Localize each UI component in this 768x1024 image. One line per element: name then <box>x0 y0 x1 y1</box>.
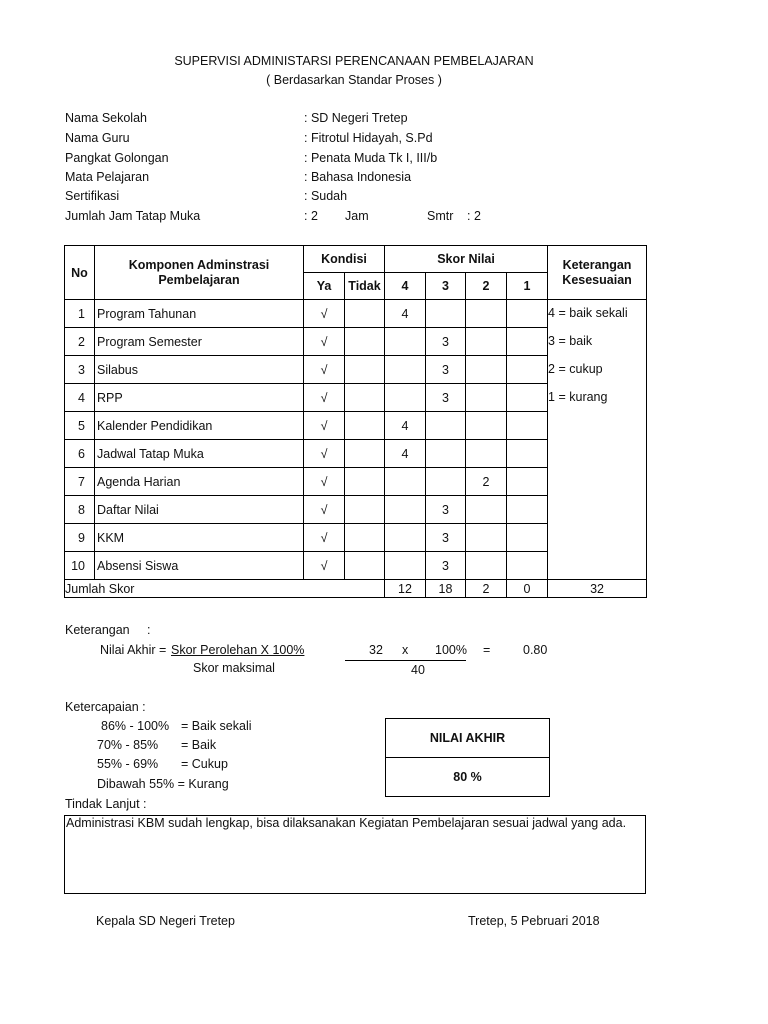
nilai-akhir-box-label: NILAI AKHIR <box>386 719 549 758</box>
row-skor-3: 3 <box>426 524 466 552</box>
header-skor-1: 1 <box>507 273 548 300</box>
info-value-jam: : 2 <box>304 209 318 223</box>
info-label-pangkat: Pangkat Golongan <box>65 151 169 165</box>
calc-times: x <box>402 643 409 657</box>
row-tidak <box>345 552 385 580</box>
row-no: 4 <box>65 384 95 412</box>
ketercapaian-label: Ketercapaian : <box>65 700 146 714</box>
row-ya: √ <box>304 356 345 384</box>
row-no: 9 <box>65 524 95 552</box>
row-ya: √ <box>304 468 345 496</box>
row-skor-4: 4 <box>385 440 426 468</box>
row-tidak <box>345 356 385 384</box>
keterangan-label: Keterangan : <box>65 623 151 637</box>
row-skor-1 <box>507 356 548 384</box>
row-skor-1 <box>507 440 548 468</box>
total-label: Jumlah Skor <box>65 580 385 598</box>
info-value-mapel: : Bahasa Indonesia <box>304 170 412 184</box>
row-skor-2 <box>466 440 507 468</box>
row-skor-1 <box>507 328 548 356</box>
document-title: SUPERVISI ADMINISTARSI PERENCANAAN PEMBELAJARAN <box>174 54 534 68</box>
info-label-sertifikasi: Sertifikasi <box>65 189 120 203</box>
footer-kepala: Kepala SD Negeri Tretep <box>96 914 235 928</box>
row-no: 6 <box>65 440 95 468</box>
header-keterangan: Keterangan Kesesuaian <box>548 246 647 300</box>
row-ya: √ <box>304 412 345 440</box>
info-label-mapel: Mata Pelajaran <box>65 170 150 184</box>
row-skor-1 <box>507 412 548 440</box>
row-ya: √ <box>304 524 345 552</box>
ketercapaian-desc: = Baik <box>181 738 217 752</box>
row-skor-3 <box>426 468 466 496</box>
row-skor-1 <box>507 384 548 412</box>
row-name: Program Tahunan <box>95 300 304 328</box>
row-skor-1 <box>507 496 548 524</box>
info-jam-unit: Jam <box>345 209 369 223</box>
calc-numerator-value: 32 <box>369 643 383 657</box>
row-skor-4 <box>385 384 426 412</box>
header-skor-nilai: Skor Nilai <box>385 246 548 273</box>
nilai-akhir-label: Nilai Akhir = <box>100 643 167 657</box>
formula-denominator: Skor maksimal <box>193 661 275 675</box>
row-skor-3 <box>426 300 466 328</box>
row-skor-3 <box>426 412 466 440</box>
row-tidak <box>345 328 385 356</box>
row-skor-4 <box>385 524 426 552</box>
row-no: 7 <box>65 468 95 496</box>
row-no: 8 <box>65 496 95 524</box>
row-skor-4: 4 <box>385 300 426 328</box>
row-skor-4 <box>385 328 426 356</box>
row-skor-2 <box>466 552 507 580</box>
row-no: 10 <box>65 552 95 580</box>
nilai-akhir-box <box>385 718 550 797</box>
total-skor-2: 2 <box>466 580 507 598</box>
row-tidak <box>345 524 385 552</box>
row-tidak <box>345 412 385 440</box>
row-tidak <box>345 496 385 524</box>
row-skor-4: 4 <box>385 412 426 440</box>
row-name: Jadwal Tatap Muka <box>95 440 304 468</box>
info-smtr-label: Smtr <box>427 209 454 223</box>
row-name: Agenda Harian <box>95 468 304 496</box>
ketercapaian-desc: = Baik sekali <box>181 719 252 733</box>
row-skor-3: 3 <box>426 552 466 580</box>
row-name: Absensi Siswa <box>95 552 304 580</box>
table-row <box>65 300 647 328</box>
row-tidak <box>345 300 385 328</box>
header-komponen: Komponen Adminstrasi Pembelajaran <box>95 246 304 300</box>
keterangan-legend <box>548 300 647 580</box>
legend-item: 3 = baik <box>548 334 593 348</box>
header-skor-4: 4 <box>385 273 426 300</box>
row-no: 5 <box>65 412 95 440</box>
header-kondisi: Kondisi <box>304 246 385 273</box>
total-skor-1: 0 <box>507 580 548 598</box>
row-tidak <box>345 384 385 412</box>
tindak-lanjut-box <box>64 815 646 894</box>
row-skor-2 <box>466 356 507 384</box>
info-label-jam: Jumlah Jam Tatap Muka <box>65 209 201 223</box>
row-skor-2: 2 <box>466 468 507 496</box>
row-name: Silabus <box>95 356 304 384</box>
row-skor-3: 3 <box>426 496 466 524</box>
header-ya: Ya <box>304 273 345 300</box>
ketercapaian-desc: = Cukup <box>181 757 228 771</box>
header-tidak: Tidak <box>345 273 385 300</box>
total-skor-4: 12 <box>385 580 426 598</box>
row-name: Program Semester <box>95 328 304 356</box>
info-value-nama-guru: : Fitrotul Hidayah, S.Pd <box>304 131 433 145</box>
tindak-lanjut-label: Tindak Lanjut : <box>65 797 147 811</box>
row-skor-2 <box>466 524 507 552</box>
row-name: KKM <box>95 524 304 552</box>
calc-denominator-value: 40 <box>411 663 425 677</box>
header-skor-3: 3 <box>426 273 466 300</box>
row-tidak <box>345 440 385 468</box>
ketercapaian-range: 86% - 100% <box>101 719 170 733</box>
row-skor-3 <box>426 440 466 468</box>
ketercapaian-dibawah: Dibawah 55% = Kurang <box>97 777 229 791</box>
info-value-pangkat: : Penata Muda Tk I, III/b <box>304 151 438 165</box>
fraction-line <box>345 660 466 661</box>
row-name: RPP <box>95 384 304 412</box>
calc-result: 0.80 <box>523 643 548 657</box>
row-ya: √ <box>304 496 345 524</box>
ketercapaian-range: 70% - 85% <box>97 738 159 752</box>
calc-percent: 100% <box>435 643 467 657</box>
legend-item: 2 = cukup <box>548 362 603 376</box>
row-skor-2 <box>466 328 507 356</box>
legend-item: 4 = baik sekali <box>548 306 628 320</box>
document-subtitle: ( Berdasarkan Standar Proses ) <box>266 73 442 87</box>
row-name: Daftar Nilai <box>95 496 304 524</box>
row-skor-4 <box>385 496 426 524</box>
row-skor-4 <box>385 468 426 496</box>
row-ya: √ <box>304 384 345 412</box>
row-skor-2 <box>466 300 507 328</box>
nilai-akhir-box-value: 80 % <box>453 770 482 784</box>
ketercapaian-range: 55% - 69% <box>97 757 159 771</box>
total-row <box>65 580 647 598</box>
row-skor-4 <box>385 356 426 384</box>
row-skor-1 <box>507 552 548 580</box>
header-no: No <box>65 246 95 300</box>
info-label-nama-sekolah: Nama Sekolah <box>65 111 147 125</box>
row-no: 2 <box>65 328 95 356</box>
info-label-nama-guru: Nama Guru <box>65 131 130 145</box>
info-value-nama-sekolah: : SD Negeri Tretep <box>304 111 408 125</box>
info-smtr-value: : 2 <box>467 209 481 223</box>
tindak-lanjut-text: Administrasi KBM sudah lengkap, bisa dilaksanakan Kegiatan Pembelajaran sesuai jadwal yang ada. <box>66 816 627 830</box>
info-value-sertifikasi: : Sudah <box>304 189 348 203</box>
calc-equals: = <box>483 643 491 657</box>
row-ya: √ <box>304 552 345 580</box>
row-skor-3: 3 <box>426 328 466 356</box>
header-skor-2: 2 <box>466 273 507 300</box>
total-skor-3: 18 <box>426 580 466 598</box>
row-skor-3: 3 <box>426 356 466 384</box>
row-skor-1 <box>507 300 548 328</box>
footer-date: Tretep, 5 Pebruari 2018 <box>468 914 600 928</box>
row-skor-1 <box>507 468 548 496</box>
row-no: 3 <box>65 356 95 384</box>
row-skor-2 <box>466 412 507 440</box>
row-ya: √ <box>304 440 345 468</box>
row-skor-1 <box>507 524 548 552</box>
total-grand: 32 <box>548 580 647 598</box>
formula-numerator: Skor Perolehan X 100% <box>171 643 305 657</box>
row-skor-3: 3 <box>426 384 466 412</box>
legend-item: 1 = kurang <box>548 390 608 404</box>
row-no: 1 <box>65 300 95 328</box>
row-ya: √ <box>304 300 345 328</box>
row-skor-2 <box>466 384 507 412</box>
supervisi-table <box>64 245 647 598</box>
row-skor-4 <box>385 552 426 580</box>
row-ya: √ <box>304 328 345 356</box>
row-tidak <box>345 468 385 496</box>
row-skor-2 <box>466 496 507 524</box>
row-name: Kalender Pendidikan <box>95 412 304 440</box>
